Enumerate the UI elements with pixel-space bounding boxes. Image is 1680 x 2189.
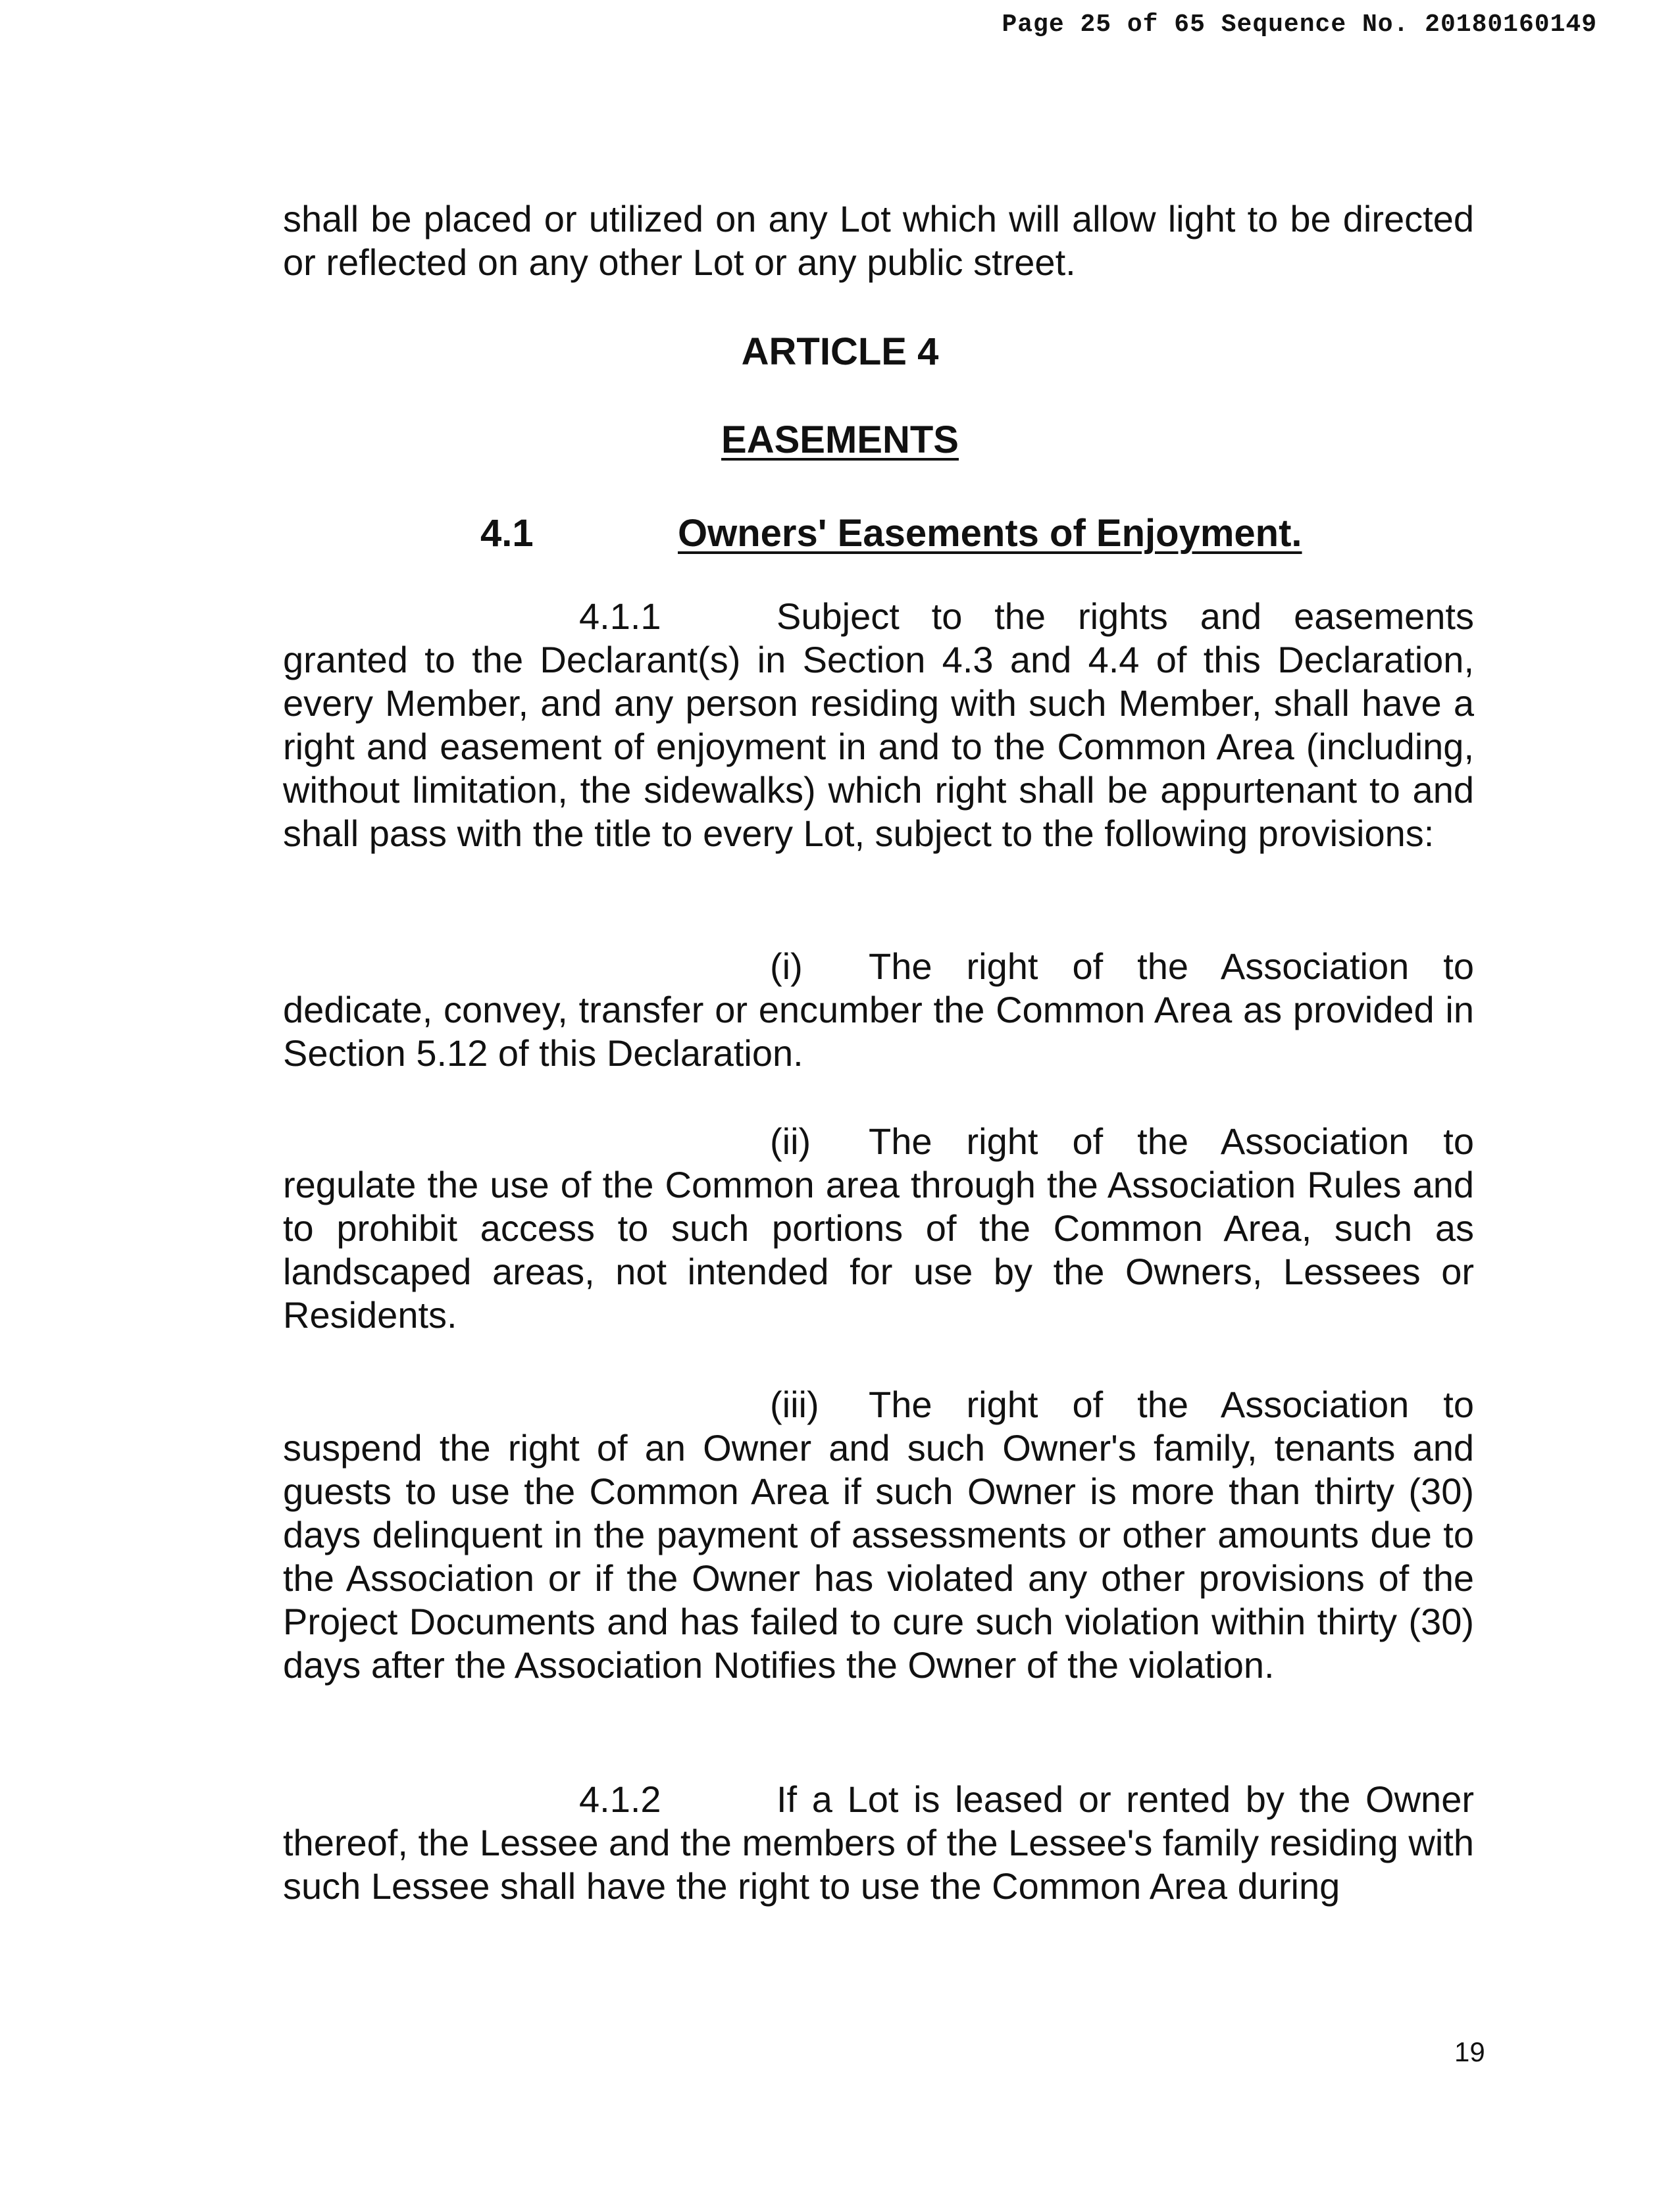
article-subtitle — [0, 418, 1680, 462]
provision-text: The right of the Association to regulate the use of the Common area through the Association Rules and to prohibit access to such portions of the Common Area, such as landscaped areas, not intended for use by the Owners, Lessees or Residents. — [283, 1120, 1474, 1336]
provision-i — [283, 945, 1474, 1075]
article-subtitle-text: EASEMENTS — [721, 418, 959, 461]
provision-number: (iii) — [770, 1384, 819, 1425]
article-title: ARTICLE 4 — [741, 330, 939, 373]
provision-iii — [283, 1383, 1474, 1687]
continuation-paragraph: shall be placed or utilized on any Lot which will allow light to be directed or reflected on any other Lot or any public street. — [283, 198, 1474, 283]
section-heading — [480, 512, 1302, 555]
paragraph-4-1-2 — [283, 1778, 1474, 1908]
paragraph-number: 4.1.2 — [579, 1778, 661, 1820]
provision-text: The right of the Association to suspend the right of an Owner and such Owner's family, tenants and guests to use the Common Area if such Owner is more than thirty (30) days delinquent in the payment of assessments or other amounts due to the Association or if the Owner has violated any other provisions of the Project Documents and has failed to cure such violation within thirty (30) days after the Association Notifies the Owner of the violation. — [283, 1384, 1474, 1686]
section-title: Owners' Easements of Enjoyment. — [678, 512, 1302, 555]
provision-text: The right of the Association to dedicate, convey, transfer or encumber the Common Area as provided in Section 5.12 of this Declaration. — [283, 945, 1474, 1074]
paragraph-text: Subject to the rights and easements granted to the Declarant(s) in Section 4.3 and 4.4 of this Declaration, every Member, and any person residing with such Member, shall have a right and easement of enjoyment in and to the Common Area (including, without limitation, the sidewalks) which right shall be appurtenant to and shall pass with the title to every Lot, subject to the following provisions: — [283, 595, 1474, 854]
provision-number: (ii) — [770, 1120, 811, 1162]
provision-ii — [283, 1120, 1474, 1337]
provision-number: (i) — [770, 945, 803, 987]
paragraph-text: If a Lot is leased or rented by the Owner thereof, the Lessee and the members of the Lessee's family residing with such Lessee shall have the right to use the Common Area during — [283, 1778, 1474, 1907]
section-number: 4.1 — [480, 512, 534, 555]
paragraph-4-1-1 — [283, 595, 1474, 855]
page-header: Page 25 of 65 Sequence No. 20180160149 — [1002, 11, 1597, 39]
page-number: 19 — [1454, 2036, 1485, 2067]
paragraph-number: 4.1.1 — [579, 595, 661, 637]
